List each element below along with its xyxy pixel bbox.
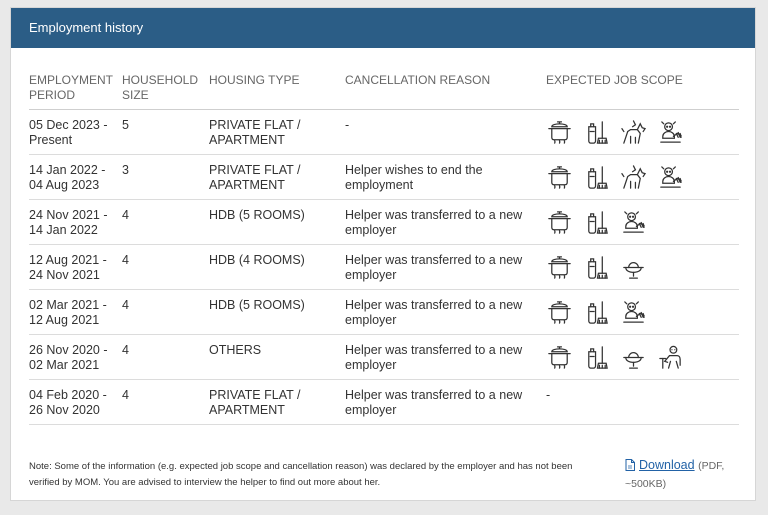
header-expected-job-scope: EXPECTED JOB SCOPE bbox=[546, 66, 739, 110]
housing-type-cell: HDB (4 ROOMS) bbox=[209, 245, 345, 290]
header-housing-type: HOUSING TYPE bbox=[209, 66, 345, 110]
child-care-icon bbox=[657, 164, 684, 191]
infant-care-icon bbox=[620, 254, 647, 281]
cleaning-icon bbox=[583, 209, 610, 236]
table-row bbox=[29, 245, 739, 290]
elderly-care-icon bbox=[657, 344, 684, 371]
table-row bbox=[29, 290, 739, 335]
cancellation-reason-cell: Helper was transferred to a new employer bbox=[345, 335, 546, 380]
period-cell: 26 Nov 2020 - 02 Mar 2021 bbox=[29, 335, 122, 380]
file-icon bbox=[625, 459, 635, 475]
cleaning-icon bbox=[583, 299, 610, 326]
job-scope-cell bbox=[546, 245, 739, 290]
job-scope-cell bbox=[546, 110, 739, 155]
card-title: Employment history bbox=[11, 8, 755, 48]
housing-type-cell: PRIVATE FLAT / APARTMENT bbox=[209, 380, 345, 425]
pet-care-icon bbox=[620, 164, 647, 191]
table-row bbox=[29, 335, 739, 380]
cooking-icon bbox=[546, 299, 573, 326]
download-link[interactable]: Download bbox=[639, 458, 695, 472]
cooking-icon bbox=[546, 119, 573, 146]
period-cell: 12 Aug 2021 - 24 Nov 2021 bbox=[29, 245, 122, 290]
period-cell: 04 Feb 2020 - 26 Nov 2020 bbox=[29, 380, 122, 425]
header-household-size: HOUSEHOLD SIZE bbox=[122, 66, 209, 110]
cleaning-icon bbox=[583, 119, 610, 146]
job-scope-icons bbox=[546, 163, 739, 191]
job-scope-cell bbox=[546, 335, 739, 380]
table-header-row bbox=[29, 66, 739, 110]
period-cell: 02 Mar 2021 - 12 Aug 2021 bbox=[29, 290, 122, 335]
household-size-cell: 4 bbox=[122, 290, 209, 335]
household-size-cell: 4 bbox=[122, 380, 209, 425]
household-size-cell: 5 bbox=[122, 110, 209, 155]
table-row bbox=[29, 380, 739, 425]
cancellation-reason-cell: Helper wishes to end the employment bbox=[345, 155, 546, 200]
header-employment-period: EMPLOYMENT PERIOD bbox=[29, 66, 122, 110]
pet-care-icon bbox=[620, 119, 647, 146]
job-scope-cell bbox=[546, 380, 739, 425]
housing-type-cell: HDB (5 ROOMS) bbox=[209, 290, 345, 335]
job-scope-icons bbox=[546, 208, 739, 236]
housing-type-cell: PRIVATE FLAT / APARTMENT bbox=[209, 155, 345, 200]
period-cell: 05 Dec 2023 - Present bbox=[29, 110, 122, 155]
housing-type-cell: HDB (5 ROOMS) bbox=[209, 200, 345, 245]
cancellation-reason-cell: - bbox=[345, 110, 546, 155]
job-scope-icons bbox=[546, 253, 739, 281]
period-cell: 24 Nov 2021 - 14 Jan 2022 bbox=[29, 200, 122, 245]
cancellation-reason-cell: Helper was transferred to a new employer bbox=[345, 245, 546, 290]
cancellation-reason-cell: Helper was transferred to a new employer bbox=[345, 380, 546, 425]
cooking-icon bbox=[546, 164, 573, 191]
download-file-info: (PDF, ~500KB) bbox=[625, 460, 725, 490]
job-scope-icons bbox=[546, 118, 739, 146]
child-care-icon bbox=[657, 119, 684, 146]
household-size-cell: 4 bbox=[122, 335, 209, 380]
job-scope-cell bbox=[546, 200, 739, 245]
header-cancellation-reason: CANCELLATION REASON bbox=[345, 66, 546, 110]
job-scope-cell bbox=[546, 155, 739, 200]
job-scope-cell bbox=[546, 290, 739, 335]
cancellation-reason-cell: Helper was transferred to a new employer bbox=[345, 290, 546, 335]
infant-care-icon bbox=[620, 344, 647, 371]
housing-type-cell: PRIVATE FLAT / APARTMENT bbox=[209, 110, 345, 155]
period-cell: 14 Jan 2022 - 04 Aug 2023 bbox=[29, 155, 122, 200]
cooking-icon bbox=[546, 254, 573, 281]
cleaning-icon bbox=[583, 164, 610, 191]
employment-history-card bbox=[10, 7, 756, 501]
disclaimer-note: Note: Some of the information (e.g. expected job scope and cancellation reason) was declared by the employer and has not been verified by MOM. You are advised to interview the helper to find out more about her. bbox=[29, 461, 573, 488]
household-size-cell: 4 bbox=[122, 245, 209, 290]
cancellation-reason-cell: Helper was transferred to a new employer bbox=[345, 200, 546, 245]
job-scope-empty: - bbox=[546, 388, 551, 402]
employment-table bbox=[29, 66, 739, 425]
housing-type-cell: OTHERS bbox=[209, 335, 345, 380]
cleaning-icon bbox=[583, 344, 610, 371]
download-section bbox=[625, 457, 745, 492]
table-row bbox=[29, 110, 739, 155]
table-row bbox=[29, 200, 739, 245]
child-care-icon bbox=[620, 209, 647, 236]
cleaning-icon bbox=[583, 254, 610, 281]
child-care-icon bbox=[620, 299, 647, 326]
cooking-icon bbox=[546, 209, 573, 236]
table-row bbox=[29, 155, 739, 200]
household-size-cell: 3 bbox=[122, 155, 209, 200]
job-scope-icons bbox=[546, 343, 739, 371]
household-size-cell: 4 bbox=[122, 200, 209, 245]
cooking-icon bbox=[546, 344, 573, 371]
job-scope-icons bbox=[546, 298, 739, 326]
